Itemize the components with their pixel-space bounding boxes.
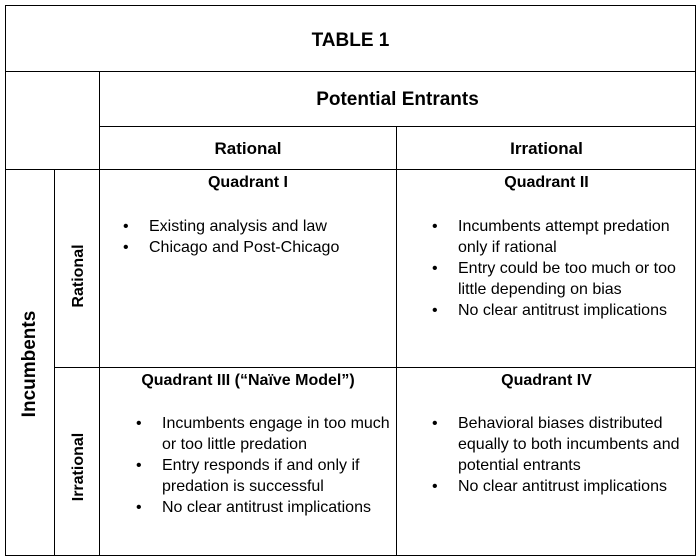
quadrant-2-title: Quadrant II bbox=[504, 174, 589, 191]
quadrant-3-title: Quadrant III (“Naïve Model”) bbox=[141, 372, 355, 389]
quadrant-2-bullet: • Entry could be too much or too little depending on bias bbox=[430, 258, 690, 300]
column-header-rational: Rational bbox=[214, 139, 282, 158]
row-group-header: Incumbents bbox=[19, 310, 40, 418]
quadrant-2-bullet: • Incumbents attempt predation only if rational bbox=[430, 216, 690, 258]
table-1 bbox=[5, 5, 696, 556]
row-header-irrational: Irrational bbox=[70, 432, 87, 502]
quadrant-3-bullet: • No clear antitrust implications bbox=[134, 497, 392, 518]
quadrant-4-list bbox=[430, 413, 690, 497]
row-header-rational: Rational bbox=[70, 244, 87, 308]
outer-top-border bbox=[5, 5, 696, 6]
row-header-divider bbox=[54, 169, 55, 556]
outer-right-border bbox=[695, 5, 696, 556]
column-group-header: Potential Entrants bbox=[316, 89, 479, 110]
quadrant-4-title: Quadrant IV bbox=[501, 372, 592, 389]
header-bottom-divider bbox=[5, 169, 696, 170]
outer-left-border bbox=[5, 5, 6, 556]
quadrant-1-bullet: • Existing analysis and law bbox=[121, 216, 381, 237]
quadrant-1-bullet: • Chicago and Post-Chicago bbox=[121, 237, 381, 258]
potential-entrants-divider bbox=[99, 126, 696, 127]
quadrant-2-list bbox=[430, 216, 690, 321]
outer-bottom-border bbox=[5, 555, 696, 556]
quadrant-1-title: Quadrant I bbox=[207, 174, 288, 191]
quadrant-3-list bbox=[134, 413, 392, 518]
quadrant-4-bullet: • No clear antitrust implications bbox=[430, 476, 690, 497]
title-divider bbox=[5, 71, 696, 72]
column-header-irrational: Irrational bbox=[510, 139, 583, 158]
quadrant-3-bullet: • Incumbents engage in too much or too little predation bbox=[134, 413, 392, 455]
quadrant-4-bullet: • Behavioral biases distributed equally to both incumbents and potential entrants bbox=[430, 413, 690, 476]
row-divider bbox=[54, 367, 696, 368]
quadrant-1-list bbox=[121, 216, 381, 258]
quadrant-2-bullet: • No clear antitrust implications bbox=[430, 300, 690, 321]
table-title: TABLE 1 bbox=[311, 30, 390, 51]
quadrant-3-bullet: • Entry responds if and only if predation is successful bbox=[134, 455, 392, 497]
